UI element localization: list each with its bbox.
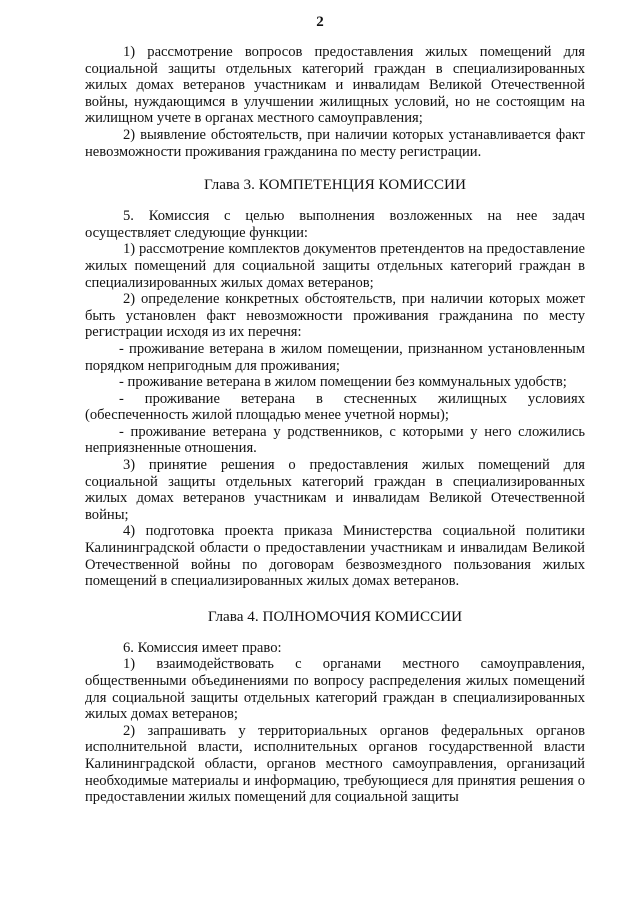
list-item-relatives: - проживание ветерана у родственников, с которыми у него сложились неприязненные отношения. [85, 423, 585, 457]
list-item-unfit-housing: - проживание ветерана в жилом помещении, признанном установленным порядком непригодным для проживания; [85, 340, 585, 374]
list-item-cramped-conditions: - проживание ветерана в стесненных жилищных условиях (обеспеченность жилой площадью менее учетной нормы); [85, 390, 585, 424]
document-body [85, 44, 585, 806]
paragraph-right-1: 1) взаимодействовать с органами местного самоуправления, общественными объединениями по вопросу распределения жилых помещений для социальной защиты отдельных категорий граждан в специализированных жилых домах ветеранов; [85, 656, 585, 723]
chapter-3-heading: Глава 3. КОМПЕТЕНЦИЯ КОМИССИИ [204, 176, 466, 194]
paragraph-item-5: 5. Комиссия с целью выполнения возложенных на нее задач осуществляет следующие функции: [85, 208, 585, 241]
chapter-4-heading: Глава 4. ПОЛНОМОЧИЯ КОМИССИИ [207, 607, 463, 625]
list-item-no-utilities: - проживание ветерана в жилом помещении без коммунальных удобств; [119, 374, 567, 391]
paragraph-item-6: 6. Комиссия имеет право: [123, 639, 282, 656]
paragraph-function-4: 4) подготовка проекта приказа Министерства социальной политики Калининградской области о предоставлении участникам и инвалидам Великой Отечественной войны по договорам безвозмездного пользования жилых помещений в специализированных жилых домах ветеранов. [85, 523, 585, 590]
page-number: 2 [316, 14, 324, 30]
paragraph-task-1: 1) рассмотрение вопросов предоставления жилых помещений для социальной защиты отдельных категорий граждан в специализированных жилых домах ветеранов участникам и инвалидам Великой Отечественной войны, нуждающимся в улучшении жилищных условий, но не состоящим на жилищном учете в органах местного самоуправления; [85, 44, 585, 127]
paragraph-function-3: 3) принятие решения о предоставления жилых помещений для социальной защиты отдельных категорий граждан в специализированных жилых домах ветеранов участникам и инвалидам Великой Отечественной войны; [85, 457, 585, 523]
paragraph-right-2: 2) запрашивать у территориальных органов федеральных органов исполнительной власти, исполнительных органов государственной власти Калининградской области, органов местного самоуправления, организаций необходимые материалы и информацию, требующиеся для принятия решения о предоставлении жилых помещений для социальной защиты [85, 722, 585, 806]
paragraph-function-2: 2) определение конкретных обстоятельств, при наличии которых может быть установлен факт невозможности проживания гражданина по месту регистрации исходя из их перечня: [85, 291, 585, 341]
paragraph-function-1: 1) рассмотрение комплектов документов претендентов на предоставление жилых помещений для социальной защиты отдельных категорий граждан в специализированных жилых домах ветеранов; [85, 241, 585, 291]
paragraph-task-2: 2) выявление обстоятельств, при наличии которых устанавливается факт невозможности проживания гражданина по месту регистрации. [85, 126, 585, 160]
